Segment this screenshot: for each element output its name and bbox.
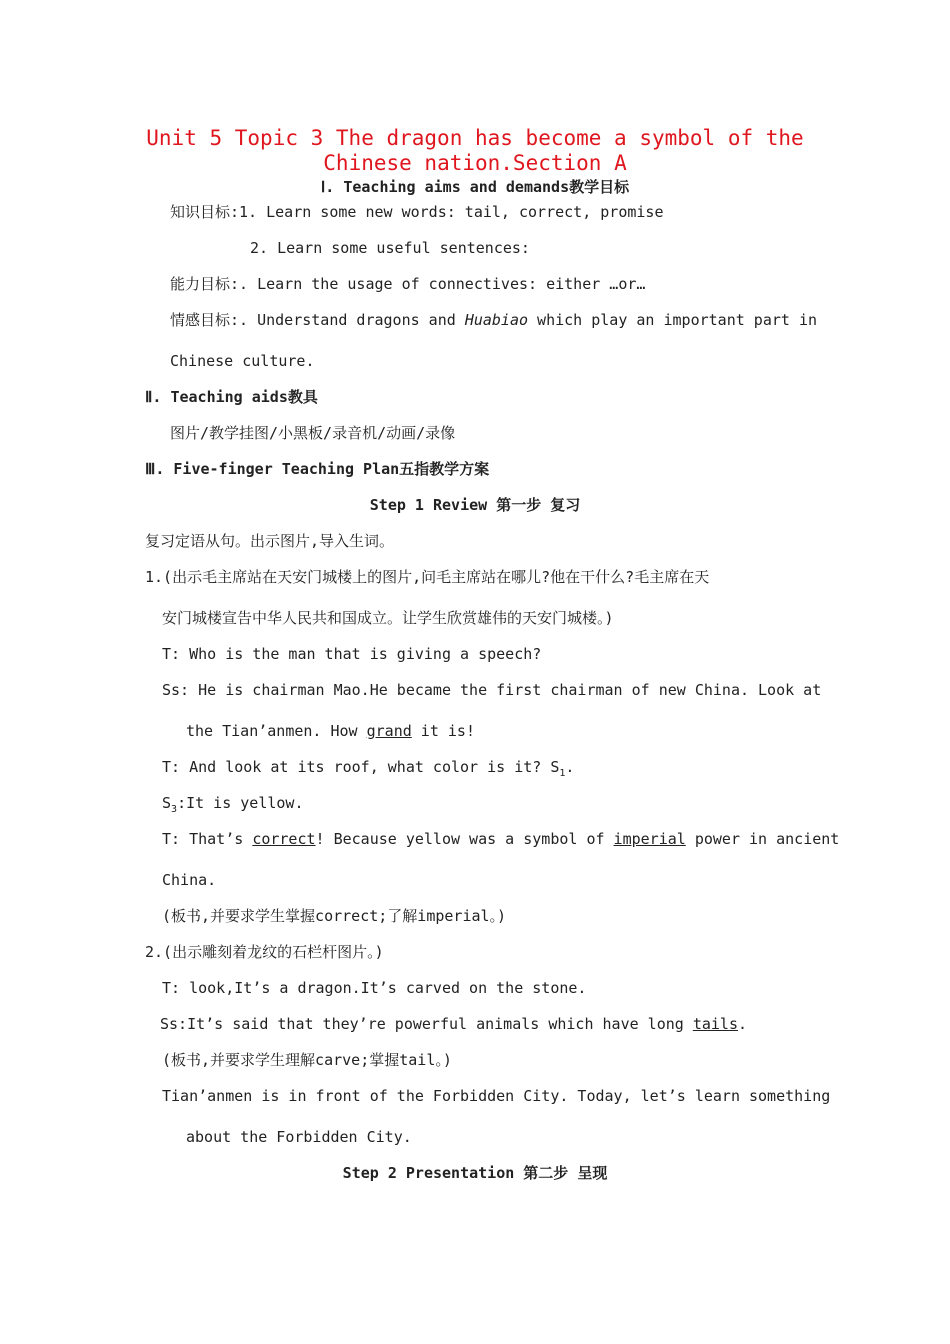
dialogue-t-3-text-c: power in ancient [685,830,840,848]
dialogue-ss-2-text: Ss:It’s said that they’re powerful animals which have long [160,1015,693,1033]
dialogue-s3-text: :It is yellow. [177,794,304,812]
dialogue-ss-2-end: . [737,1015,748,1033]
word-grand: grand [366,722,412,740]
emotion-goal-text-start: . Understand dragons and [239,311,465,329]
word-correct: correct [252,830,316,848]
dialogue-t-3-text-b: ! Because yellow was a symbol of [315,830,614,848]
emotion-goal-huabiao: Huabiao [464,311,529,329]
knowledge-goal-2: 2. Learn some useful sentences: [250,239,530,257]
dialogue-ss-1-line-2 [186,721,475,741]
knowledge-goal-1: 1. Learn some new words: tail, correct, promise [239,203,664,221]
knowledge-goal-label: 知识目标: [170,203,240,221]
step-1-intro: 复习定语从句。出示图片,导入生词。 [145,532,395,550]
emotion-goal-text-end: which play an important part in [528,311,818,329]
dialogue-ss-1-text-end: it is! [411,722,475,740]
item-2: 2.(出示雕刻着龙纹的石栏杆图片。) [145,943,384,961]
word-imperial: imperial [613,830,686,848]
tiananmen-line-2: about the Forbidden City. [186,1128,412,1146]
dialogue-s3 [162,793,304,813]
emotion-goal-label: 情感目标: [170,311,240,329]
dialogue-t-3-text-a: T: That’s [162,830,253,848]
emotion-goal-line-2: Chinese culture. [170,352,315,370]
teaching-aids-list: 图片/教学挂图/小黑板/录音机/动画/录像 [170,424,456,442]
dialogue-ss-1-line-1: Ss: He is chairman Mao.He became the first chairman of new China. Look at [162,681,822,699]
tiananmen-line-1: Tian’anmen is in front of the Forbidden City. Today, let’s learn something [162,1087,831,1105]
dialogue-t-4: T: look,It’s a dragon.It’s carved on the stone. [162,979,587,997]
ability-goal-line [170,274,645,294]
document-title-line-1: Unit 5 Topic 3 The dragon has become a symbol of the [146,126,804,150]
word-tails: tails [692,1015,738,1033]
dialogue-ss-1-text-start: the Tian’anmen. How [186,722,367,740]
dialogue-t-3-line-2: China. [162,871,217,889]
dialogue-t-2 [162,757,574,777]
item-1-line-2: 安门城楼宣告中华人民共和国成立。让学生欣赏雄伟的天安门城楼。) [162,609,614,627]
dialogue-t-2-subscript: 1 [559,768,566,779]
dialogue-t-1: T: Who is the man that is giving a speech? [162,645,542,663]
dialogue-s3-speaker: S [162,794,172,812]
ability-goal-text: . Learn the usage of connectives: either …or… [239,275,646,293]
section-2-heading: Ⅱ. Teaching aids教具 [145,388,318,406]
step-1-heading: Step 1 Review 第一步 复习 [369,496,581,514]
item-1-line-1: 1.(出示毛主席站在天安门城楼上的图片,问毛主席站在哪儿?他在干什么?毛主席在天 [145,568,710,586]
knowledge-goal-line [170,202,663,222]
dialogue-t-3-line-1 [162,829,839,849]
dialogue-t-2-end: . [565,758,575,776]
section-3-heading: Ⅲ. Five-finger Teaching Plan五指教学方案 [145,460,490,478]
dialogue-s3-subscript: 3 [171,804,178,815]
blackboard-note-1: (板书,并要求学生掌握correct;了解imperial。) [162,907,507,925]
dialogue-t-2-text: T: And look at its roof, what color is it? S [162,758,560,776]
ability-goal-label: 能力目标: [170,275,240,293]
dialogue-ss-2 [160,1014,747,1034]
emotion-goal-line [170,310,817,330]
blackboard-note-2: (板书,并要求学生理解carve;掌握tail。) [162,1051,452,1069]
step-2-heading: Step 2 Presentation 第二步 呈现 [342,1164,608,1182]
section-1-heading: Ⅰ. Teaching aims and demands教学目标 [320,178,630,196]
document-title-line-2: Chinese nation.Section A [323,151,627,175]
